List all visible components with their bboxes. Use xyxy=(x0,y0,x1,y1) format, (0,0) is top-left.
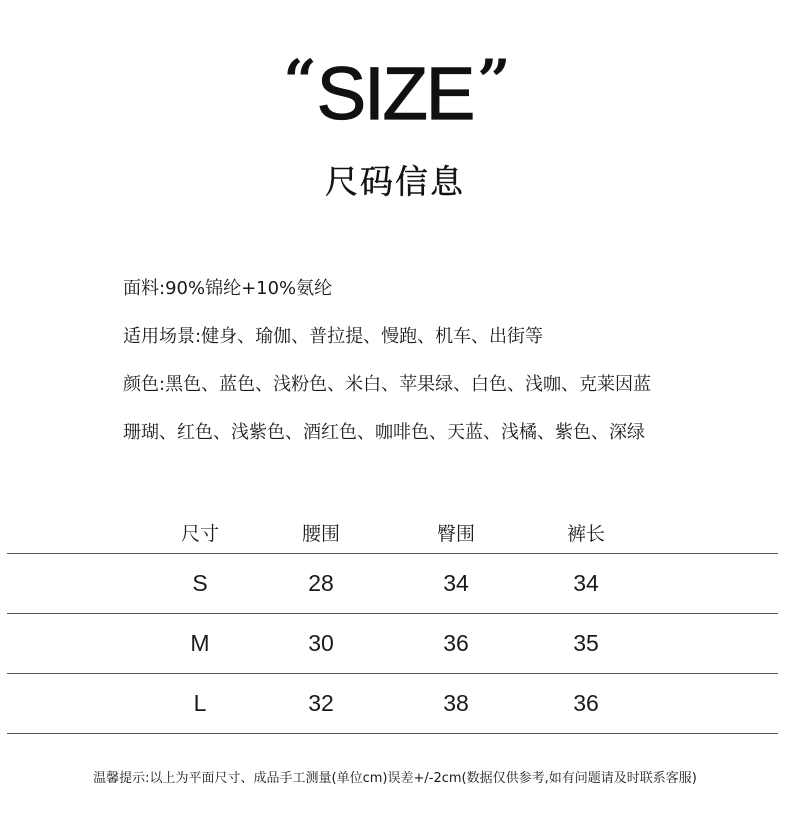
size-info-subtitle: 尺码信息 xyxy=(325,162,465,201)
header-waist: 腰围 xyxy=(301,523,340,545)
table-row xyxy=(7,554,778,614)
waist-cell: 30 xyxy=(308,630,334,656)
colors-line: 颜色:黑色、蓝色、浅粉色、米白、苹果绿、白色、浅咖、克莱因蓝 xyxy=(123,374,652,395)
length-cell: 35 xyxy=(573,630,599,656)
size-title xyxy=(0,47,790,135)
waist-cell: 28 xyxy=(308,570,334,596)
title-close-quote: ” xyxy=(477,47,507,115)
header-length: 裤长 xyxy=(566,523,605,545)
header-size: 尺寸 xyxy=(180,523,219,545)
size-table xyxy=(7,513,778,734)
size-cell: M xyxy=(190,630,210,656)
product-info xyxy=(123,276,763,468)
measurement-note: 温馨提示:以上为平面尺寸、成品手工测量(单位cm)误差+/-2cm(数据仅供参考,如有问题请及时联系客服) xyxy=(93,771,697,786)
table-row xyxy=(7,674,778,734)
header-hip: 臀围 xyxy=(436,523,475,545)
waist-cell: 32 xyxy=(308,690,334,716)
table-header-row xyxy=(7,513,778,554)
table-row xyxy=(7,614,778,674)
usage-line: 适用场景:健身、瑜伽、普拉提、慢跑、机车、出街等 xyxy=(123,326,544,347)
hip-cell: 36 xyxy=(443,630,469,656)
title-open-quote: “ xyxy=(283,47,313,115)
fabric-line: 面料:90%锦纶+10%氨纶 xyxy=(123,278,333,299)
length-cell: 34 xyxy=(573,570,599,596)
size-cell: S xyxy=(192,570,208,596)
hip-cell: 38 xyxy=(443,690,469,716)
size-cell: L xyxy=(193,690,207,716)
length-cell: 36 xyxy=(573,690,599,716)
hip-cell: 34 xyxy=(443,570,469,596)
title-text: SIZE xyxy=(316,52,474,135)
colors-line-continued: 珊瑚、红色、浅紫色、酒红色、咖啡色、天蓝、浅橘、紫色、深绿 xyxy=(123,422,645,443)
